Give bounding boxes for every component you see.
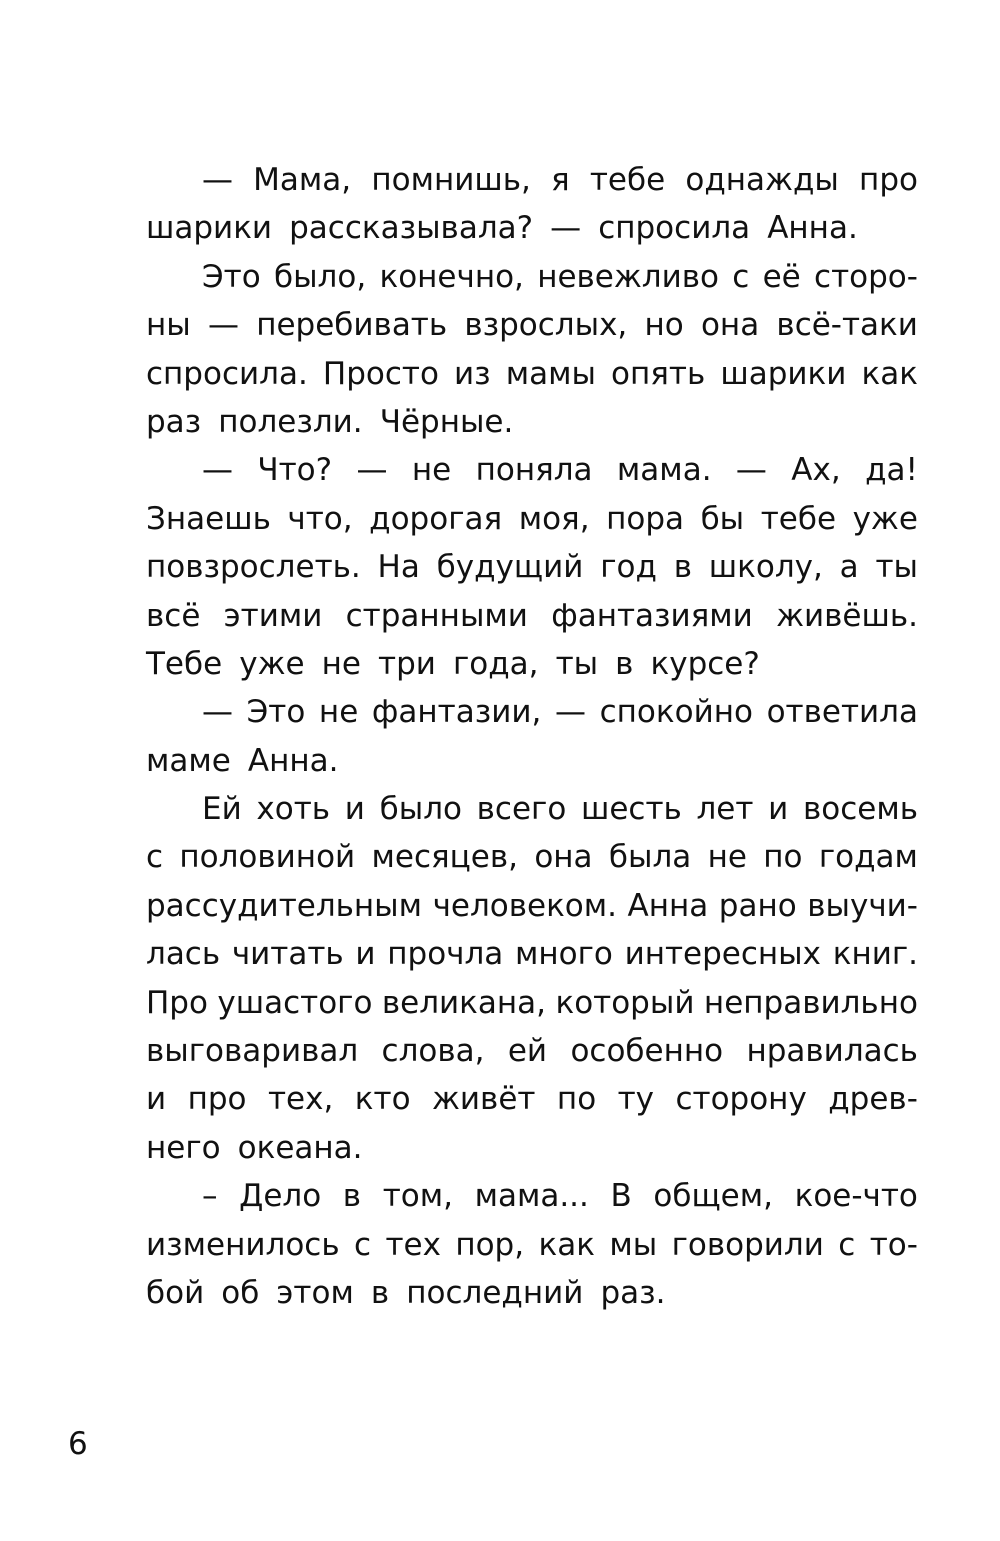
word: Это — [202, 258, 261, 295]
word: ты — [875, 549, 918, 586]
word: этом — [276, 1274, 354, 1311]
word: который — [555, 984, 695, 1021]
text-line — [146, 156, 918, 204]
word: спросила. — [146, 355, 308, 392]
text-line — [146, 495, 918, 543]
word: уже — [239, 645, 305, 682]
word: восемь — [802, 791, 918, 828]
word: школу, — [708, 549, 823, 586]
word: было — [379, 791, 462, 828]
word: я — [551, 162, 570, 198]
word: тебе — [760, 500, 837, 537]
word: с — [354, 1226, 372, 1263]
word: полезли. — [218, 403, 363, 440]
word: этими — [223, 597, 323, 634]
text-line — [146, 398, 918, 446]
word: годам — [818, 839, 918, 876]
word: с — [146, 839, 164, 876]
word: Чёрные. — [379, 403, 514, 440]
word: про — [859, 162, 918, 198]
word: года, — [452, 645, 539, 682]
word: том, — [382, 1178, 453, 1215]
word: спокойно — [599, 694, 753, 731]
word: ны — [146, 307, 191, 344]
word: — — [207, 307, 239, 344]
word: сторону — [675, 1081, 807, 1118]
word: взрослых, — [464, 307, 628, 344]
word: год — [600, 549, 657, 586]
text-line — [146, 737, 918, 785]
word: раз. — [600, 1274, 666, 1311]
word: не — [411, 452, 452, 489]
word: повзрослеть. — [146, 549, 361, 586]
text-line — [146, 1027, 918, 1075]
text-line — [146, 543, 918, 591]
word: На — [377, 549, 420, 586]
word: кое-что — [794, 1178, 918, 1215]
word: интересных — [624, 936, 822, 973]
text-line — [146, 204, 918, 252]
word: и — [146, 1081, 167, 1118]
word: да! — [865, 452, 918, 489]
word: Тебе — [146, 645, 223, 682]
word: и — [768, 791, 789, 828]
word: хоть — [256, 791, 331, 828]
page-number: 6 — [68, 1426, 88, 1462]
text-line — [146, 1075, 918, 1123]
word: мама. — [616, 452, 712, 489]
word: мамы — [505, 355, 596, 392]
word: раз — [146, 403, 202, 440]
word: что, — [287, 500, 353, 537]
word: рано — [718, 887, 797, 924]
word: сторо- — [814, 258, 918, 295]
word: курсе? — [650, 645, 760, 682]
word: всего — [476, 791, 567, 828]
word: лет — [696, 791, 754, 828]
word: — — [554, 694, 586, 731]
text-line — [146, 688, 918, 736]
word: об — [221, 1274, 260, 1311]
word: будущий — [436, 549, 584, 586]
word: но — [644, 307, 684, 344]
word: Это — [246, 694, 306, 731]
text-line — [146, 640, 918, 688]
text-line — [146, 301, 918, 349]
text-line — [146, 253, 918, 301]
word: тебе — [589, 162, 666, 198]
paragraph — [146, 156, 918, 253]
paragraph — [146, 1172, 918, 1317]
word: человеком. — [432, 887, 618, 924]
word: выговаривал — [146, 1033, 359, 1070]
body-text — [146, 156, 918, 1317]
text-line — [146, 446, 918, 494]
word: по — [763, 839, 803, 876]
word: её — [762, 258, 801, 295]
text-line — [146, 1221, 918, 1269]
word: не — [707, 839, 747, 876]
word: как — [538, 1226, 595, 1263]
word: опять — [611, 355, 706, 392]
word: ответила — [766, 694, 918, 731]
word: она — [700, 307, 760, 344]
word: мама... — [474, 1178, 589, 1215]
word: книг. — [832, 936, 918, 973]
word: месяцев, — [371, 839, 518, 876]
word: Просто — [322, 355, 439, 392]
word: тех, — [267, 1081, 334, 1118]
word: моя, — [518, 500, 590, 537]
word: помнишь, — [371, 162, 531, 198]
word: ушастого — [217, 984, 373, 1021]
word: конечно, — [379, 258, 524, 295]
word: рассказывала? — [289, 210, 534, 247]
word: говорили — [671, 1226, 824, 1263]
word: бой — [146, 1274, 205, 1311]
word: дорогая — [369, 500, 503, 537]
word: древ- — [828, 1081, 918, 1118]
word: было, — [273, 258, 367, 295]
word: рассудительным — [146, 887, 423, 924]
word: странными — [345, 597, 528, 634]
word: пора — [606, 500, 685, 537]
paragraph — [146, 785, 918, 1172]
word: нравилась — [746, 1033, 918, 1070]
word: Дело — [239, 1178, 322, 1215]
word: в — [673, 549, 692, 586]
paragraph — [146, 253, 918, 447]
word: не — [321, 645, 361, 682]
word: шарики — [720, 355, 847, 392]
word: из — [454, 355, 491, 392]
text-line — [146, 1172, 918, 1220]
word: Про — [146, 984, 208, 1021]
text-line — [146, 1124, 918, 1172]
word: изменилось — [146, 1226, 340, 1263]
text-line — [146, 592, 918, 640]
word: особенно — [570, 1033, 724, 1070]
text-line — [146, 785, 918, 833]
word: пор, — [455, 1226, 525, 1263]
word: слова, — [381, 1033, 485, 1070]
word: Анна — [627, 887, 709, 924]
word: океана. — [237, 1129, 363, 1166]
word: прочла — [387, 936, 504, 973]
word: шарики — [146, 210, 273, 247]
word: живёшь. — [776, 597, 918, 634]
word: Анна. — [247, 742, 339, 779]
word: невежливо — [537, 258, 719, 295]
word: — — [202, 452, 233, 489]
word: Ах, — [791, 452, 841, 489]
word: Ей — [202, 791, 242, 828]
word: ту — [617, 1081, 655, 1118]
word: не — [318, 694, 359, 731]
word: шесть — [580, 791, 682, 828]
word: читать — [231, 936, 344, 973]
paragraph — [146, 688, 918, 785]
word: в — [370, 1274, 390, 1311]
word: с — [838, 1226, 856, 1263]
word: общем, — [653, 1178, 773, 1215]
word: бы — [700, 500, 745, 537]
word: последний — [406, 1274, 584, 1311]
word: него — [146, 1129, 221, 1166]
word: в — [615, 645, 634, 682]
word: поняла — [475, 452, 593, 489]
word: ей — [507, 1033, 548, 1070]
word: великана, — [381, 984, 547, 1021]
word: и — [344, 791, 365, 828]
word: Мама, — [253, 162, 352, 198]
word: маме — [146, 742, 231, 779]
text-line — [146, 979, 918, 1027]
word: по — [556, 1081, 597, 1118]
word: В — [610, 1178, 632, 1215]
word: живёт — [431, 1081, 536, 1118]
word: однажды — [685, 162, 839, 198]
word: — — [550, 210, 582, 247]
word: фантазии, — [371, 694, 542, 731]
word: мы — [609, 1226, 658, 1263]
word: выучи- — [807, 887, 918, 924]
word: неправильно — [703, 984, 918, 1021]
word: как — [861, 355, 918, 392]
word: кто — [354, 1081, 411, 1118]
text-line — [146, 833, 918, 881]
word: — — [202, 162, 233, 198]
word: а — [839, 549, 859, 586]
word: — — [202, 694, 233, 731]
paragraph — [146, 446, 918, 688]
text-line — [146, 930, 918, 978]
word: три — [378, 645, 436, 682]
word: много — [515, 936, 613, 973]
word: всё — [146, 597, 201, 634]
word: с — [732, 258, 750, 295]
word: она — [534, 839, 593, 876]
word: — — [735, 452, 767, 489]
word: Что? — [257, 452, 333, 489]
word: фантазиями — [551, 597, 753, 634]
word: в — [342, 1178, 362, 1215]
word: — — [356, 452, 388, 489]
word: про — [187, 1081, 247, 1118]
word: уже — [852, 500, 918, 537]
word: ты — [555, 645, 599, 682]
word: лась — [146, 936, 221, 973]
word: то- — [869, 1226, 918, 1263]
text-line — [146, 882, 918, 930]
word: и — [355, 936, 376, 973]
word: была — [608, 839, 692, 876]
word: всё-таки — [776, 307, 918, 344]
word: – — [202, 1178, 218, 1215]
text-line — [146, 350, 918, 398]
text-line — [146, 1269, 918, 1317]
word: Знаешь — [146, 500, 271, 537]
word: перебивать — [256, 307, 448, 344]
word: спросила — [598, 210, 751, 247]
word: половиной — [179, 839, 356, 876]
word: Анна. — [767, 210, 858, 247]
word: тех — [385, 1226, 441, 1263]
